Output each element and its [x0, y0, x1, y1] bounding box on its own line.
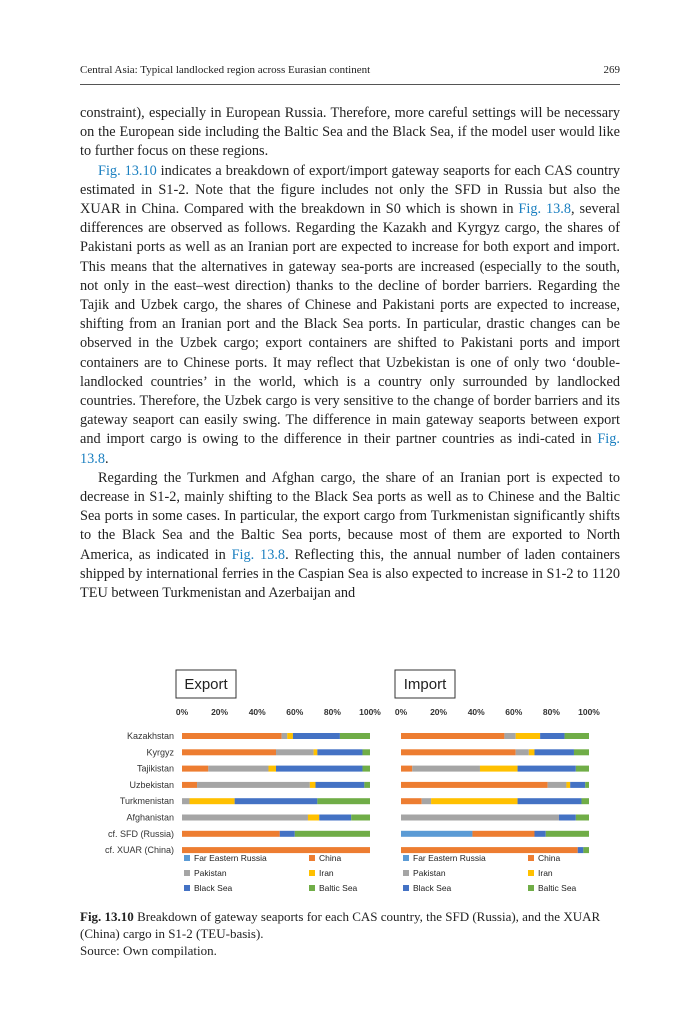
- bar-segment-china: [401, 782, 548, 788]
- legend-swatch: [309, 885, 315, 891]
- legend-label: Baltic Sea: [538, 883, 577, 893]
- legend-label: Black Sea: [194, 883, 233, 893]
- x-tick-label: 100%: [359, 707, 381, 717]
- legend-swatch: [309, 870, 315, 876]
- body-paragraph: [80, 104, 620, 162]
- stacked-bar-chart: [0, 665, 682, 905]
- legend-swatch: [184, 885, 190, 891]
- bar-segment-pakistan: [208, 766, 268, 772]
- bar-segment-iran: [308, 815, 319, 821]
- paragraph-text: Regarding the Turkmen and Afghan cargo, the share of an Iranian port is expected to decrease in S1-2, mainly shifting to the Black Sea ports as well as to Chinese and the Baltic Sea ports in some cases. In particular, the export cargo from Turkmenistan significantly shifts to the Black Sea and the Baltic Sea ports, because most of them are exported to North America, as indicated in: [80, 469, 620, 563]
- bar-segment-iran: [190, 798, 235, 804]
- bar-segment-baltic-sea: [340, 733, 370, 739]
- bar-segment-black-sea: [235, 798, 318, 804]
- legend-swatch: [184, 870, 190, 876]
- running-header: [80, 64, 620, 76]
- bar-segment-china: [182, 831, 280, 837]
- bar-segment-baltic-sea: [576, 766, 589, 772]
- legend-swatch: [309, 855, 315, 861]
- bar-segment-black-sea: [280, 831, 295, 837]
- panel-title: Export: [184, 676, 228, 693]
- legend-swatch: [528, 885, 534, 891]
- bar-segment-baltic-sea: [362, 749, 370, 755]
- bar-segment-pakistan: [182, 798, 190, 804]
- legend-swatch: [403, 885, 409, 891]
- bar-segment-china: [182, 782, 197, 788]
- bar-segment-black-sea: [319, 815, 351, 821]
- x-tick-label: 80%: [323, 707, 341, 717]
- bar-segment-baltic-sea: [351, 815, 370, 821]
- bar-segment-far-eastern-russia: [401, 831, 472, 837]
- paragraph-text: indicates a breakdown of export/import gateway seaports for each CAS country estimated in S1-2. Note that the figure includes not only the SFD in Russia but also the XUAR in China. Compared with the breakdown in S0 which is shown in: [80, 162, 621, 218]
- bar-segment-pakistan: [276, 749, 314, 755]
- caption-text: Breakdown of gateway seaports for each CAS country, the SFD (Russia), and the XUAR (China) cargo in S1-2 (TEU-basis).: [80, 909, 601, 941]
- body-paragraph: [80, 162, 620, 469]
- x-tick-label: 20%: [430, 707, 448, 717]
- bar-segment-iran: [310, 782, 316, 788]
- bar-segment-black-sea: [518, 798, 582, 804]
- bar-segment-china: [472, 831, 534, 837]
- bar-segment-baltic-sea: [585, 782, 589, 788]
- x-tick-label: 40%: [248, 707, 266, 717]
- bar-segment-iran: [480, 766, 518, 772]
- bar-segment-black-sea: [559, 815, 576, 821]
- bar-segment-pakistan: [182, 815, 308, 821]
- legend-label: Far Eastern Russia: [413, 853, 486, 863]
- figure-reference-link[interactable]: Fig. 13.8: [518, 201, 572, 218]
- bar-segment-pakistan: [282, 733, 288, 739]
- bar-segment-baltic-sea: [546, 831, 589, 837]
- header-rule: [80, 84, 620, 85]
- bar-segment-black-sea: [518, 766, 576, 772]
- x-tick-label: 0%: [394, 707, 408, 717]
- bar-segment-iran: [566, 782, 570, 788]
- x-tick-label: 100%: [578, 707, 600, 717]
- legend-swatch: [528, 855, 534, 861]
- bar-segment-baltic-sea: [574, 749, 589, 755]
- bar-segment-baltic-sea: [364, 782, 370, 788]
- category-label: cf. SFD (Russia): [107, 828, 174, 839]
- bar-segment-black-sea: [315, 782, 364, 788]
- bar-segment-black-sea: [293, 733, 340, 739]
- x-tick-label: 60%: [505, 707, 523, 717]
- bar-segment-baltic-sea: [581, 798, 589, 804]
- legend-swatch: [184, 855, 190, 861]
- bar-segment-china: [401, 766, 412, 772]
- legend-swatch: [403, 855, 409, 861]
- legend-label: Pakistan: [413, 868, 446, 878]
- bar-segment-black-sea: [540, 733, 564, 739]
- legend-label: Black Sea: [413, 883, 452, 893]
- x-tick-label: 0%: [175, 707, 189, 717]
- category-label: Uzbekistan: [129, 779, 174, 790]
- bar-segment-iran: [431, 798, 517, 804]
- bar-segment-black-sea: [276, 766, 362, 772]
- category-label: Turkmenistan: [119, 796, 174, 807]
- x-tick-label: 60%: [286, 707, 304, 717]
- legend-swatch: [528, 870, 534, 876]
- figure-reference-link[interactable]: Fig. 13.10: [98, 162, 157, 179]
- legend-label: Baltic Sea: [319, 883, 358, 893]
- x-tick-label: 20%: [211, 707, 229, 717]
- bar-segment-baltic-sea: [295, 831, 370, 837]
- bar-segment-pakistan: [504, 733, 515, 739]
- bar-segment-baltic-sea: [565, 733, 589, 739]
- bar-segment-pakistan: [422, 798, 431, 804]
- bar-segment-iran: [287, 733, 293, 739]
- x-tick-label: 40%: [467, 707, 485, 717]
- category-label: Kazakhstan: [126, 731, 174, 741]
- category-label: Afghanistan: [126, 812, 174, 823]
- bar-segment-baltic-sea: [362, 766, 370, 772]
- paragraph-text: . Reflecting this, the annual number of laden containers shipped by international ferries in the Caspian Sea is also expected to increase in S1-2 to 1120 TEU between Turkmenistan and Azerbaijan and: [80, 546, 621, 602]
- legend-label: Iran: [538, 868, 553, 878]
- figure-reference-link[interactable]: Fig. 13.8: [80, 431, 620, 467]
- body-paragraph: [80, 469, 620, 603]
- bar-segment-baltic-sea: [317, 798, 370, 804]
- bar-segment-baltic-sea: [583, 847, 589, 853]
- x-tick-label: 80%: [542, 707, 560, 717]
- running-title: Central Asia: Typical landlocked region across Eurasian continent: [80, 64, 371, 76]
- category-label: Kyrgyz: [146, 747, 174, 758]
- bar-segment-iran: [314, 749, 318, 755]
- bar-segment-china: [401, 749, 516, 755]
- legend-swatch: [403, 870, 409, 876]
- bar-segment-china: [401, 798, 422, 804]
- bar-segment-pakistan: [516, 749, 529, 755]
- bar-segment-china: [401, 733, 504, 739]
- bar-segment-china: [182, 733, 282, 739]
- bar-segment-pakistan: [401, 815, 559, 821]
- bar-segment-black-sea: [570, 782, 585, 788]
- paragraph-text: , several differences are observed as follows. Regarding the Kazakh and Kyrgyz cargo, the shares of Pakistani ports as well as an Iranian port are expected to increase for both export and import. This means that the alternatives in gateway sea-ports are increased (especially to the south, not only in the east–west direction) thanks to the decline of border barriers. Regarding the Tajik and Uzbek cargo, the shares of Chinese and Pakistani ports are expected to increase, shifting from an Iranian port and the Black Sea ports. In particular, drastic changes can be observed in the Uzbek cargo; export containers are shifted to Pakistani ports and import containers are to Chinese ports. It may reflect that Uzbekistan is one of only two ‘double-landlocked countries’ in the world, which is a country only surrounded by landlocked countries. Therefore, the Uzbek cargo is very sensitive to the change of border barriers and its gateway seaport can easily swing. The difference in main gateway seaports between export and import cargo is owing to the difference in their partner countries as indi-cated in: [80, 201, 620, 448]
- bar-segment-black-sea: [317, 749, 362, 755]
- bar-segment-black-sea: [534, 749, 573, 755]
- figure-caption: [80, 908, 620, 959]
- category-label: cf. XUAR (China): [104, 845, 174, 856]
- legend-label: China: [538, 853, 561, 863]
- bar-segment-pakistan: [197, 782, 310, 788]
- bar-segment-china: [182, 766, 208, 772]
- legend-label: Pakistan: [194, 868, 227, 878]
- bar-segment-pakistan: [412, 766, 480, 772]
- panel-title: Import: [403, 676, 447, 693]
- body-text: [80, 104, 620, 603]
- caption-source: Source: Own compilation.: [80, 943, 217, 958]
- bar-segment-black-sea: [534, 831, 545, 837]
- paragraph-text: constraint), especially in European Russia. Therefore, more careful settings will be necessary on the European side including the Baltic Sea and the Black Sea, if the model user would like to further focus on these regions.: [80, 105, 620, 160]
- bar-segment-iran: [268, 766, 276, 772]
- bar-segment-china: [182, 749, 276, 755]
- legend-label: China: [319, 853, 342, 863]
- category-label: Tajikistan: [136, 763, 174, 774]
- bar-segment-iran: [516, 733, 540, 739]
- legend-label: Iran: [319, 868, 334, 878]
- bar-segment-baltic-sea: [576, 815, 589, 821]
- legend-label: Far Eastern Russia: [194, 853, 267, 863]
- bar-segment-pakistan: [548, 782, 567, 788]
- figure-13-10: [0, 665, 682, 905]
- paragraph-text: .: [105, 450, 109, 467]
- bar-segment-black-sea: [578, 847, 584, 853]
- page-number: 269: [603, 64, 620, 76]
- figure-reference-link[interactable]: Fig. 13.8: [231, 546, 286, 563]
- caption-label: Fig. 13.10: [80, 909, 134, 924]
- bar-segment-iran: [529, 749, 535, 755]
